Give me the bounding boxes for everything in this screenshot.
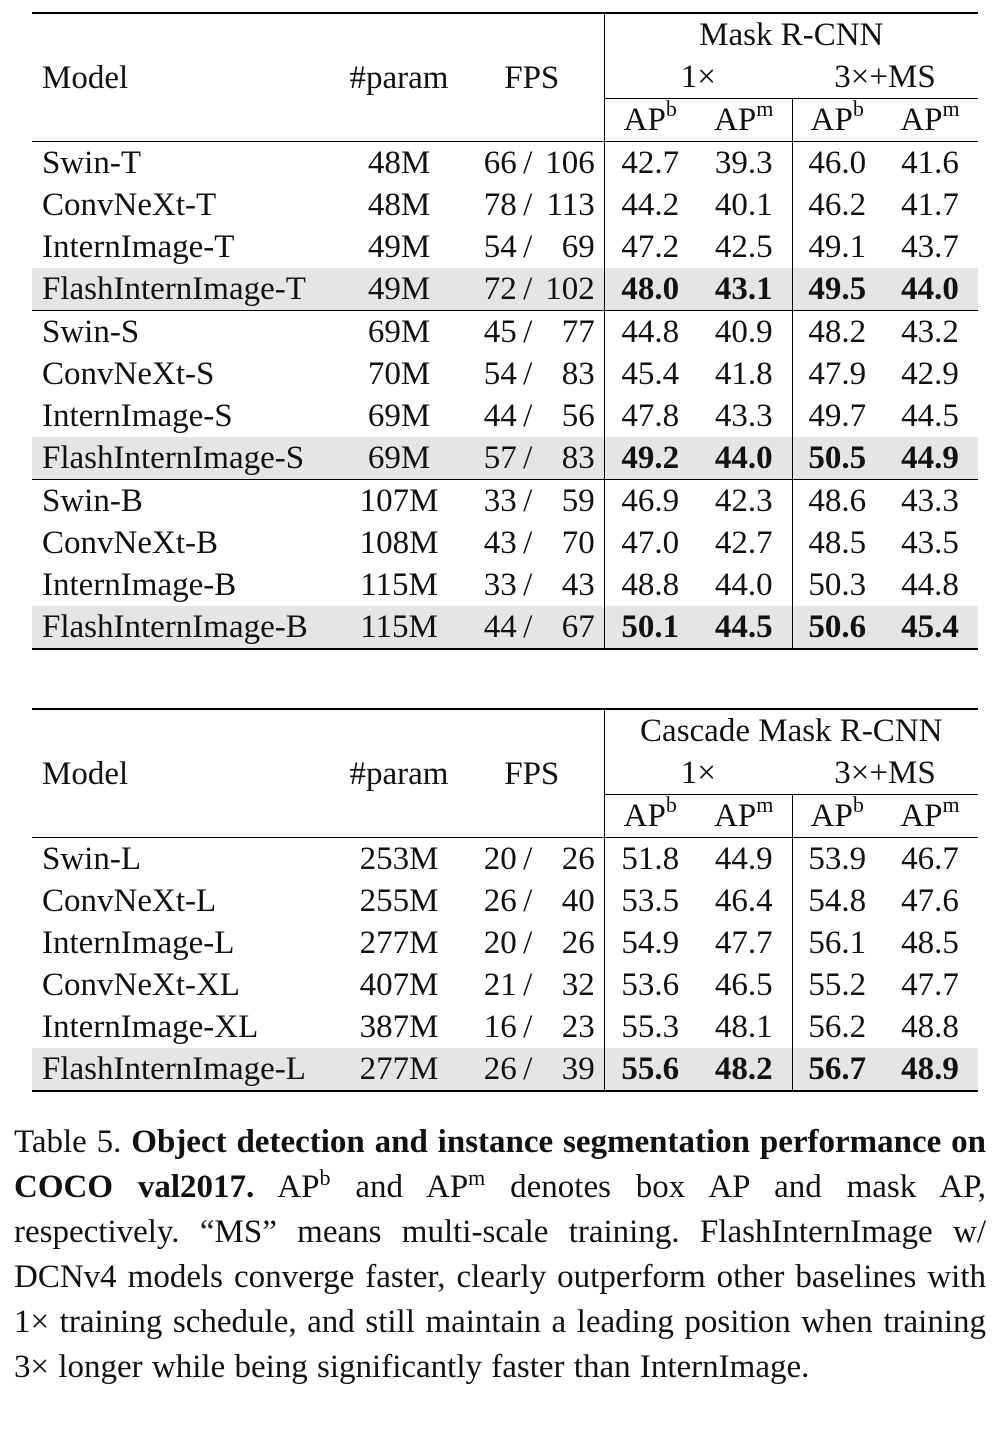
apb-3x-value: 53.9 xyxy=(792,838,882,881)
header-param: #param xyxy=(338,709,460,838)
fps-value: 45 / 77 xyxy=(460,311,604,354)
model-name: InternImage-L xyxy=(42,925,235,961)
apb-1x-value: 55.6 xyxy=(604,1048,696,1091)
table-row xyxy=(32,606,978,649)
header-group: Cascade Mask R-CNN xyxy=(604,709,978,752)
model-name: FlashInternImage-B xyxy=(32,606,338,649)
apb-3x-value: 46.0 xyxy=(792,142,882,185)
apm-1x-value: 48.1 xyxy=(714,1009,773,1045)
fps-value: 20 / 26 xyxy=(460,838,604,881)
apb-3x-value: 46.2 xyxy=(792,184,882,226)
apm-3x-value: 44.9 xyxy=(882,437,978,480)
param-count: 255M xyxy=(359,883,439,919)
apm-1x-value: 40.9 xyxy=(696,311,792,354)
apm-1x-value: 44.5 xyxy=(696,606,792,649)
caption-text: denotes box AP and mask AP, respectively. “MS” means multi-scale training. FlashInternImage w/ DCNv4 models converge faster, clearly outperform other baselines with 1× training schedule, and still maintain a leading position when training 3× longer while being significantly faster than InternImage. xyxy=(14,1169,987,1385)
fps-value: 26 / 40 xyxy=(483,883,595,919)
model-name: Swin-B xyxy=(32,480,338,523)
apb-1x-value: 47.2 xyxy=(604,226,696,268)
fps-value: 72 / 102 xyxy=(460,268,604,311)
apm-3x-value: 43.7 xyxy=(901,229,959,265)
table-row xyxy=(32,838,978,881)
apb-1x-value: 46.9 xyxy=(604,480,696,523)
model-name: Swin-T xyxy=(32,142,338,185)
param-count: 49M xyxy=(338,268,460,311)
header-model: Model xyxy=(32,709,338,838)
model-name: FlashInternImage-L xyxy=(32,1048,338,1091)
apm-1x-value: 44.0 xyxy=(714,567,773,603)
fps-value: 16 / 23 xyxy=(483,1009,595,1045)
apm-3x-value: 43.3 xyxy=(882,480,978,523)
header-apb-1x: $AP^b$ xyxy=(604,795,696,838)
caption-title: Object detection and instance segmentation performance on COCO val2017. xyxy=(14,1124,986,1205)
apm-1x-value: 42.7 xyxy=(714,525,773,561)
model-name: InternImage-T xyxy=(42,229,235,265)
model-name: ConvNeXt-T xyxy=(42,187,217,223)
fps-value: 57 / 83 xyxy=(460,437,604,480)
caption-and: and xyxy=(355,1169,403,1205)
header-3x-ms: 3×+MS xyxy=(792,56,978,99)
table-row xyxy=(32,480,978,523)
table-row xyxy=(32,522,978,564)
model-name: ConvNeXt-S xyxy=(42,356,215,392)
fps-value: 43 / 70 xyxy=(483,525,595,561)
apm-1x-value: 46.5 xyxy=(714,967,773,1003)
param-count: 387M xyxy=(359,1009,439,1045)
apm-3x-value: 43.5 xyxy=(901,525,959,561)
param-count: 48M xyxy=(367,187,431,223)
apm-3x-value: 42.9 xyxy=(901,356,959,392)
header-model: Model xyxy=(32,13,338,142)
param-count: 108M xyxy=(359,525,439,561)
apb-3x-value: 48.2 xyxy=(792,311,882,354)
caption-apm: $AP^m$ xyxy=(425,1165,486,1205)
fps-value: 33 / 59 xyxy=(460,480,604,523)
apm-3x-value: 45.4 xyxy=(882,606,978,649)
header-apm-1x: $AP^m$ xyxy=(714,792,774,834)
header-1x: 1× xyxy=(604,56,792,99)
table-row xyxy=(32,437,978,480)
mask-rcnn-table xyxy=(32,12,978,650)
apb-3x-value: 50.3 xyxy=(792,564,882,606)
param-count: 69M xyxy=(338,311,460,354)
apm-1x-value: 46.4 xyxy=(714,883,773,919)
cascade-mask-rcnn-table xyxy=(32,708,978,1092)
table-row xyxy=(32,311,978,354)
table-row xyxy=(32,964,978,1006)
header-param: #param xyxy=(338,13,460,142)
table-row xyxy=(32,1006,978,1048)
apm-1x-value: 43.1 xyxy=(696,268,792,311)
apb-3x-value: 56.7 xyxy=(792,1048,882,1091)
apm-1x-value: 42.3 xyxy=(696,480,792,523)
apm-3x-value: 44.5 xyxy=(901,398,959,434)
apb-1x-value: 55.3 xyxy=(604,1006,696,1048)
apb-3x-value: 56.1 xyxy=(792,922,882,964)
apb-1x-value: 54.9 xyxy=(604,922,696,964)
fps-value: 26 / 39 xyxy=(460,1048,604,1091)
apb-3x-value: 56.2 xyxy=(792,1006,882,1048)
apm-1x-value: 48.2 xyxy=(696,1048,792,1091)
caption-apb: $AP^b$ xyxy=(277,1165,331,1205)
apb-1x-value: 48.8 xyxy=(604,564,696,606)
apm-3x-value: 44.8 xyxy=(901,567,959,603)
header-1x: 1× xyxy=(604,752,792,795)
apm-3x-value: 48.8 xyxy=(901,1009,959,1045)
table-row xyxy=(32,1048,978,1091)
fps-value: 33 / 43 xyxy=(483,567,595,603)
apb-1x-value: 47.0 xyxy=(604,522,696,564)
apm-3x-value: 44.0 xyxy=(882,268,978,311)
table-row xyxy=(32,353,978,395)
param-count: 107M xyxy=(338,480,460,523)
model-name: ConvNeXt-L xyxy=(42,883,217,919)
table-row xyxy=(32,268,978,311)
apb-1x-value: 45.4 xyxy=(604,353,696,395)
header-apb-3x: $AP^b$ xyxy=(792,99,882,142)
apm-1x-value: 44.9 xyxy=(696,838,792,881)
apb-1x-value: 48.0 xyxy=(604,268,696,311)
fps-value: 54 / 69 xyxy=(483,229,595,265)
apm-1x-value: 44.0 xyxy=(696,437,792,480)
apm-3x-value: 48.9 xyxy=(882,1048,978,1091)
param-count: 253M xyxy=(338,838,460,881)
apb-3x-value: 54.8 xyxy=(792,880,882,922)
model-name: ConvNeXt-XL xyxy=(42,967,240,1003)
model-name: Swin-L xyxy=(32,838,338,881)
param-count: 69M xyxy=(338,437,460,480)
header-apb-3x: $AP^b$ xyxy=(792,795,882,838)
apb-3x-value: 49.7 xyxy=(792,395,882,437)
header-apm-1x: $AP^m$ xyxy=(714,96,774,138)
fps-value: 44 / 56 xyxy=(483,398,595,434)
apm-1x-value: 43.3 xyxy=(714,398,773,434)
apm-1x-value: 41.8 xyxy=(714,356,773,392)
apb-1x-value: 44.8 xyxy=(604,311,696,354)
apb-3x-value: 47.9 xyxy=(792,353,882,395)
table-row xyxy=(32,142,978,185)
apb-1x-value: 47.8 xyxy=(604,395,696,437)
apb-3x-value: 55.2 xyxy=(792,964,882,1006)
param-count: 69M xyxy=(367,398,431,434)
apb-1x-value: 50.1 xyxy=(604,606,696,649)
fps-value: 78 / 113 xyxy=(483,187,595,223)
param-count: 48M xyxy=(338,142,460,185)
header-3x-ms: 3×+MS xyxy=(792,752,978,795)
table-row xyxy=(32,395,978,437)
fps-value: 21 / 32 xyxy=(483,967,595,1003)
header-group: Mask R-CNN xyxy=(604,13,978,56)
apb-3x-value: 48.6 xyxy=(792,480,882,523)
param-count: 70M xyxy=(367,356,431,392)
apb-1x-value: 53.6 xyxy=(604,964,696,1006)
param-count: 49M xyxy=(367,229,431,265)
apb-1x-value: 42.7 xyxy=(604,142,696,185)
apb-1x-value: 51.8 xyxy=(604,838,696,881)
header-fps: FPS xyxy=(460,709,604,838)
table-row xyxy=(32,226,978,268)
param-count: 277M xyxy=(359,925,439,961)
model-name: FlashInternImage-T xyxy=(32,268,338,311)
apm-1x-value: 47.7 xyxy=(714,925,773,961)
apm-3x-value: 48.5 xyxy=(901,925,959,961)
table-row xyxy=(32,564,978,606)
table-row xyxy=(32,922,978,964)
apm-3x-value: 46.7 xyxy=(882,838,978,881)
apb-3x-value: 49.5 xyxy=(792,268,882,311)
model-name: ConvNeXt-B xyxy=(42,525,218,561)
apb-1x-value: 53.5 xyxy=(604,880,696,922)
model-name: FlashInternImage-S xyxy=(32,437,338,480)
apm-3x-value: 41.6 xyxy=(882,142,978,185)
fps-value: 20 / 26 xyxy=(483,925,595,961)
table-row xyxy=(32,184,978,226)
apb-1x-value: 49.2 xyxy=(604,437,696,480)
param-count: 115M xyxy=(360,567,438,603)
apb-3x-value: 50.6 xyxy=(792,606,882,649)
param-count: 277M xyxy=(338,1048,460,1091)
apb-1x-value: 44.2 xyxy=(604,184,696,226)
header-apb-1x: $AP^b$ xyxy=(604,99,696,142)
apm-3x-value: 47.6 xyxy=(901,883,959,919)
apm-3x-value: 47.7 xyxy=(901,967,959,1003)
header-fps: FPS xyxy=(460,13,604,142)
apb-3x-value: 49.1 xyxy=(792,226,882,268)
apm-3x-value: 41.7 xyxy=(901,187,959,223)
table-row xyxy=(32,880,978,922)
table-caption xyxy=(14,1120,986,1390)
model-name: InternImage-XL xyxy=(42,1009,259,1045)
model-name: InternImage-B xyxy=(42,567,237,603)
model-name: InternImage-S xyxy=(42,398,233,434)
apb-3x-value: 48.5 xyxy=(792,522,882,564)
param-count: 115M xyxy=(338,606,460,649)
param-count: 407M xyxy=(359,967,439,1003)
apm-1x-value: 42.5 xyxy=(714,229,773,265)
fps-value: 44 / 67 xyxy=(460,606,604,649)
header-apm-3x: $AP^m$ xyxy=(900,96,960,138)
caption-label: Table 5. xyxy=(14,1124,122,1160)
apm-3x-value: 43.2 xyxy=(882,311,978,354)
model-name: Swin-S xyxy=(32,311,338,354)
fps-value: 66 / 106 xyxy=(460,142,604,185)
fps-value: 54 / 83 xyxy=(483,356,595,392)
header-apm-3x: $AP^m$ xyxy=(900,792,960,834)
apb-3x-value: 50.5 xyxy=(792,437,882,480)
apm-1x-value: 40.1 xyxy=(714,187,773,223)
apm-1x-value: 39.3 xyxy=(696,142,792,185)
